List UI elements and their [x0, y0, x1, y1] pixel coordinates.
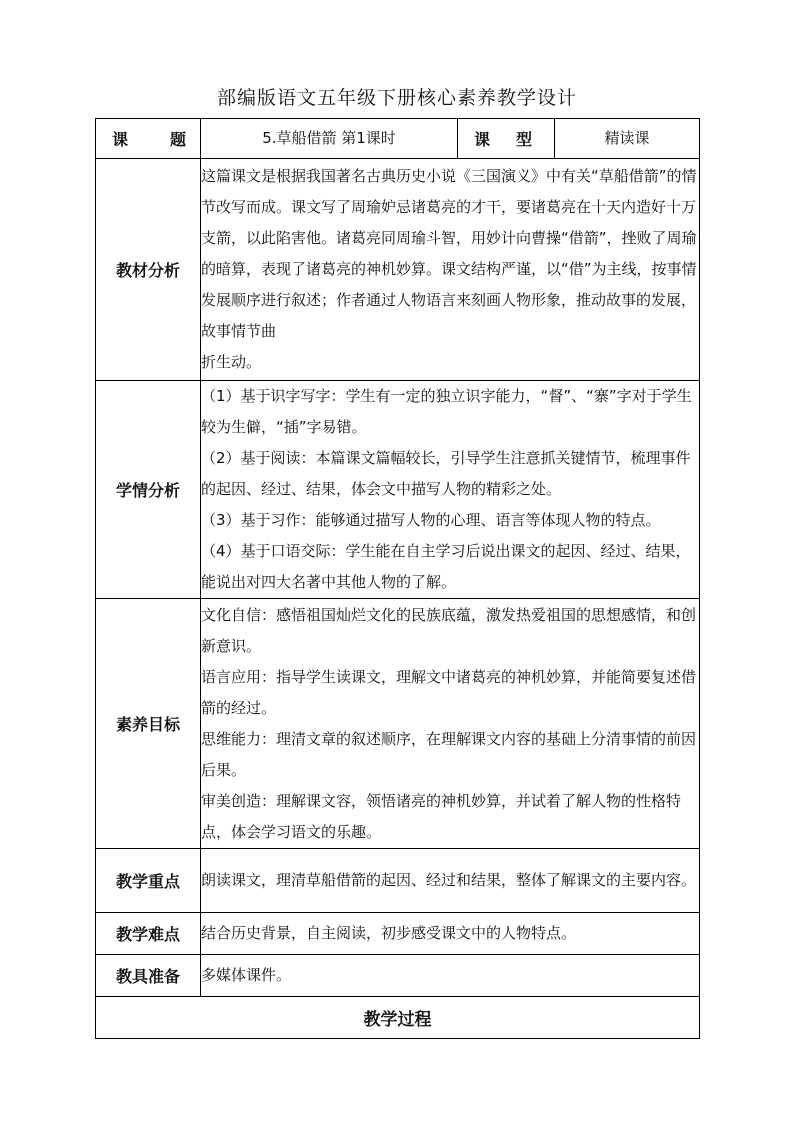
tools-content: 多媒体课件。	[201, 955, 700, 997]
material-paragraph: 折生动。	[201, 353, 262, 371]
key-points-label: 教学重点	[96, 849, 201, 913]
row-material-analysis	[96, 159, 700, 381]
row-process	[96, 997, 700, 1039]
difficulties-label: 教学难点	[96, 913, 201, 955]
difficulties-content: 结合历史背景，自主阅读，初步感受课文中的人物特点。	[201, 913, 700, 955]
goals-paragraph: 思维能力：理清文章的叙述顺序，在理解课文内容的基础上分清事情的前因后果。	[201, 729, 697, 779]
students-label: 学情分析	[96, 381, 201, 599]
row-tools	[96, 955, 700, 997]
topic-label-char-1: 课	[112, 130, 129, 149]
goals-paragraph: 审美创造：理解课文容，领悟诸亮的神机妙算，并试着了解人物的性格特点，体会学习语文的乐趣。	[201, 791, 682, 841]
students-paragraph: （4）基于口语交际：学生能在自主学习后说出课文的起因、经过、结果，能说出对四大名著中其他人物的了解。	[201, 542, 691, 591]
material-label: 教材分析	[96, 159, 201, 381]
goals-content	[201, 599, 700, 849]
students-content	[201, 381, 700, 599]
row-student-analysis	[96, 381, 700, 599]
process-heading: 教学过程	[96, 997, 700, 1039]
goals-label: 素养目标	[96, 599, 201, 849]
document-title: 部编版语文五年级下册核心素养教学设计	[216, 87, 577, 109]
row-difficulties	[96, 913, 700, 955]
material-paragraph: 这篇课文是根据我国著名古典历史小说《三国演义》中有关“草船借箭”的情节改写而成。课文写了周瑜妒忌诸葛亮的才干，要诸葛亮在十天内造好十万支箭，以此陷害他。诸葛亮同周瑜斗智，用妙计向曹操“借箭”，挫败了周瑜的暗算，表现了诸葛亮的神机妙算。课文结构严谨，以“借”为主线，按事情发展顺序进行叙述；作者通过人物语言来刻画人物形象，推动故事的发展，故事情节曲	[201, 167, 697, 340]
row-topic	[96, 119, 700, 159]
lesson-plan-table	[95, 118, 700, 1039]
row-goals	[96, 599, 700, 849]
topic-value: 5.草船借箭 第1课时	[201, 119, 458, 159]
students-paragraph: （1）基于识字写字：学生有一定的独立识字能力，“督”、“寨”字对于学生较为生僻，“插”字易错。	[201, 387, 692, 436]
type-label-char-2: 型	[515, 130, 532, 149]
material-content	[201, 159, 700, 381]
type-label-char-1: 课	[474, 130, 491, 149]
goals-paragraph: 文化自信：感悟祖国灿烂文化的民族底蕴，激发热爱祖国的思想感情，和创新意识。	[201, 605, 697, 655]
goals-paragraph: 语言应用：指导学生读课文，理解文中诸葛亮的神机妙算，并能简要复述借箭的经过。	[201, 667, 697, 717]
students-paragraph: （2）基于阅读：本篇课文篇幅较长，引导学生注意抓关键情节，梳理事件的起因、经过、结果，体会文中描写人物的精彩之处。	[201, 449, 691, 498]
type-value: 精读课	[555, 119, 700, 159]
row-key-points	[96, 849, 700, 913]
type-label	[458, 119, 555, 159]
key-points-content: 朗读课文，理清草船借箭的起因、经过和结果，整体了解课文的主要内容。	[201, 849, 700, 913]
topic-label-char-2: 题	[169, 130, 186, 149]
tools-label: 教具准备	[96, 955, 201, 997]
students-paragraph: （3）基于习作：能够通过描写人物的心理、语言等体现人物的特点。	[201, 511, 661, 529]
topic-label	[96, 119, 201, 159]
